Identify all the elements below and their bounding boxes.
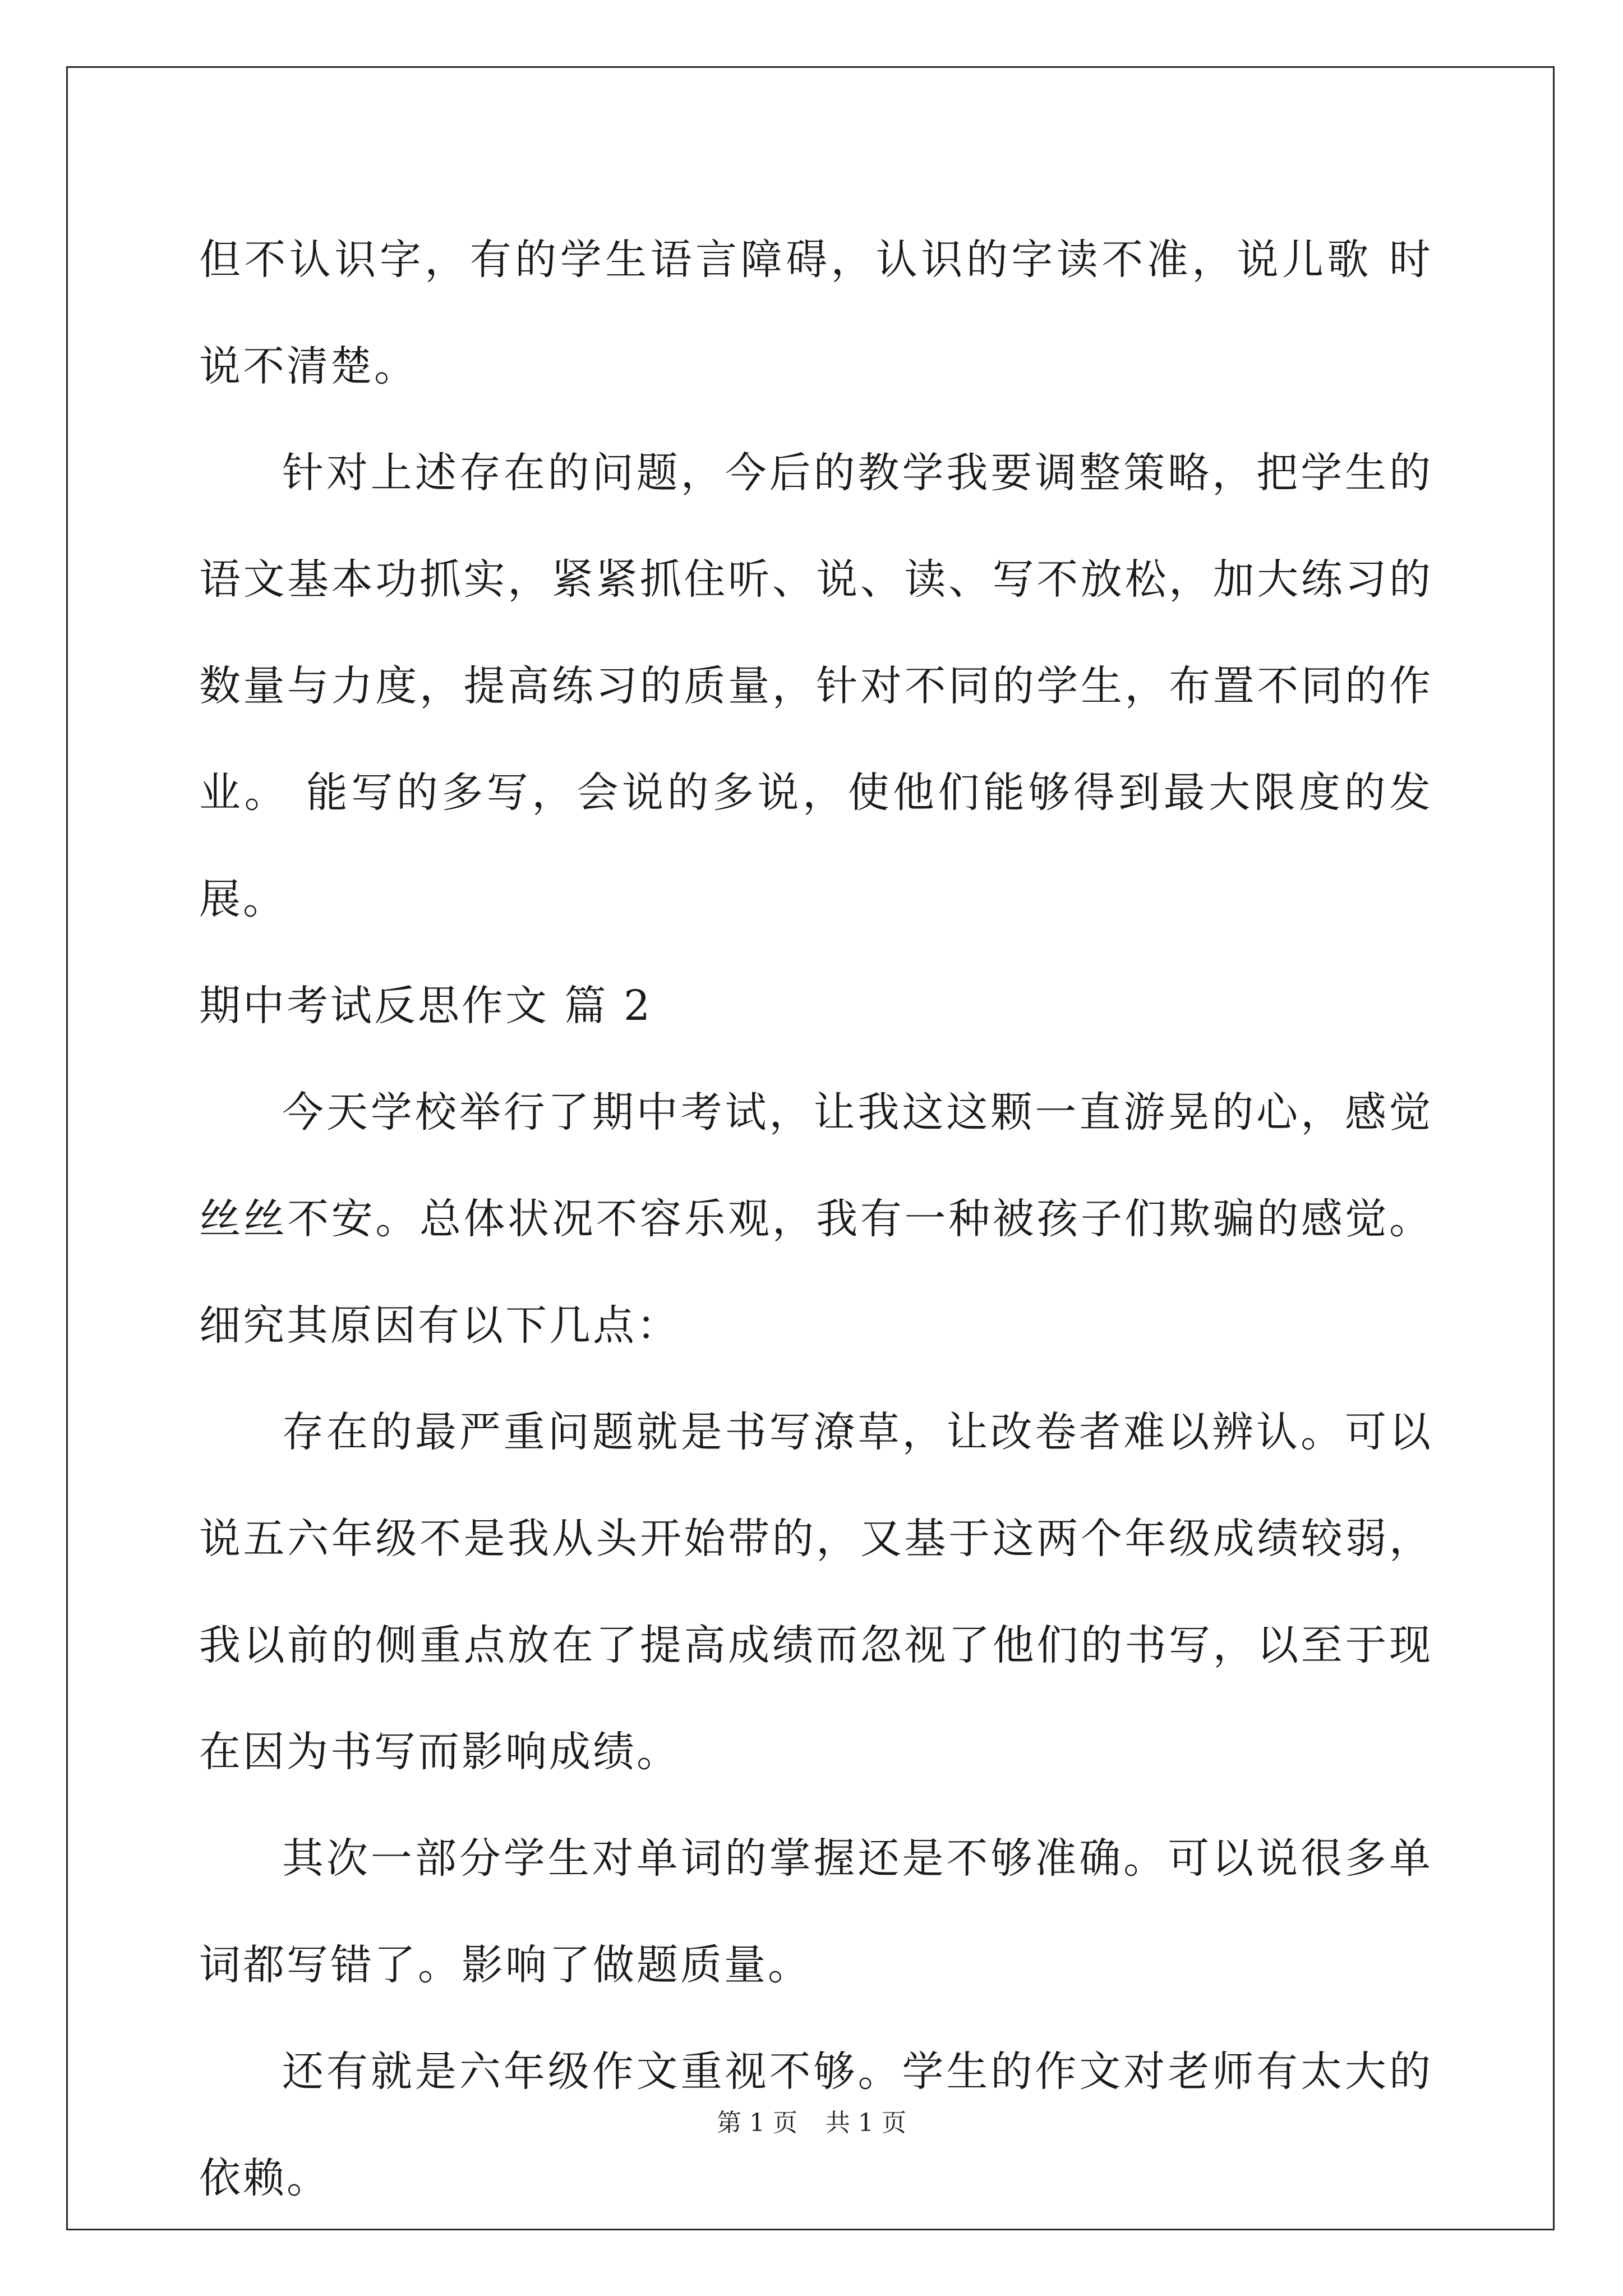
paragraph-3: 今天学校举行了期中考试，让我这这颗一直游晃的心，感觉丝丝不安。总体状况不容乐观，我有一种被孩子们欺骗的感觉。细究其原因有以下几点： [199,1088,1433,1350]
paragraph-6: 还有就是六年级作文重视不够。学生的作文对老师有太大的依赖。 [199,2047,1433,2202]
page-number-total: 共 1 页 [826,2109,906,2137]
paragraph-1: 但不认识字，有的学生语言障碍，认识的字读不准，说儿歌 时说不清楚。 [199,236,1433,390]
paragraph-4: 存在的最严重问题就是书写潦草，让改卷者难以辨认。可以说五六年级不是我从头开始带的，又基于这两个年级成绩较弱，我以前的侧重点放在了提高成绩而忽视了他们的书写，以至于现在因为书写而影响成绩。 [199,1408,1433,1776]
paragraph-5: 其次一部分学生对单词的掌握还是不够准确。可以说很多单词都写错了。影响了做题质量。 [199,1834,1433,1989]
section-heading: 期中考试反思作文 篇 2 [199,982,653,1030]
document-body [199,206,1433,2231]
page-footer [0,2102,1623,2138]
page-number-current: 第 1 页 [717,2109,797,2137]
paragraph-2: 针对上述存在的问题，今后的教学我要调整策略，把学生的语文基本功抓实，紧紧抓住听、说、读、写不放松，加大练习的数量与力度，提高练习的质量，针对不同的学生，布置不同的作业。 能写的多写，会说的多说，使他们能够得到最大限度的发展。 [199,449,1433,923]
